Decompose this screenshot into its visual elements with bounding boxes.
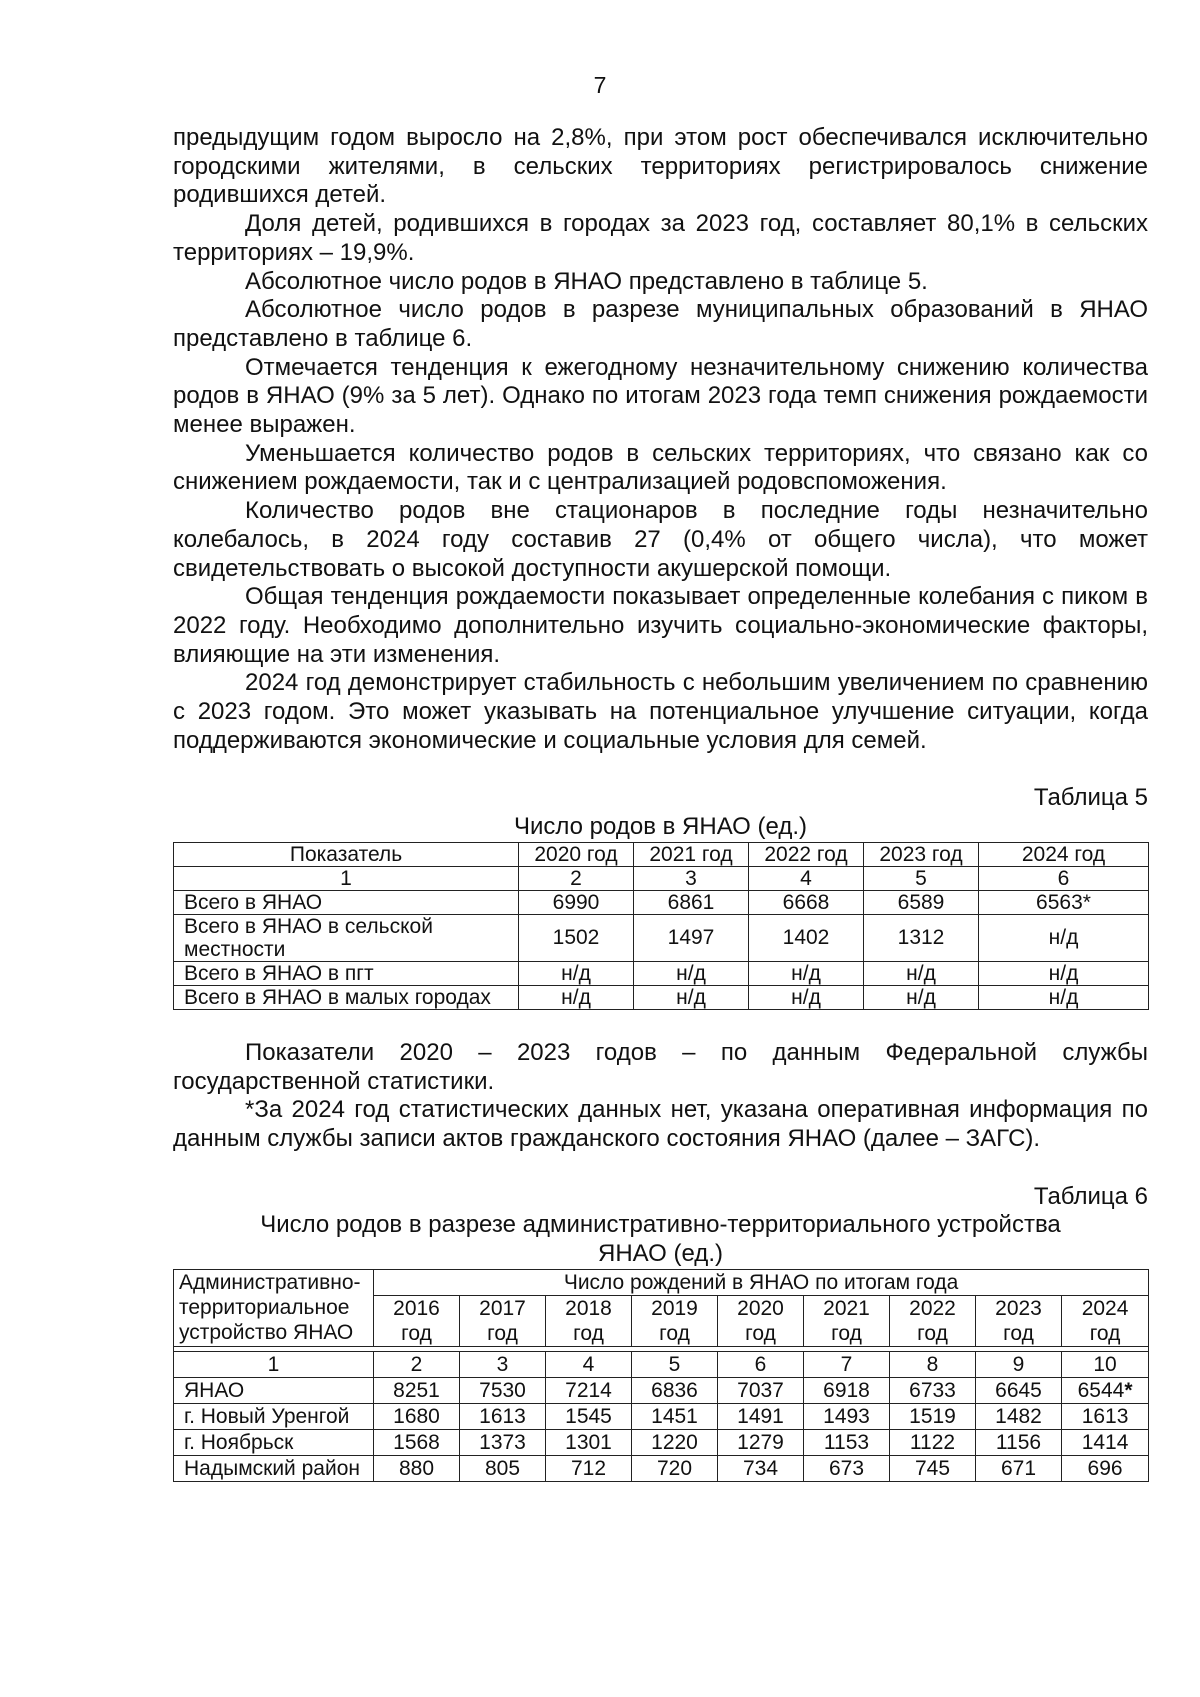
table6-year-cell: 2023 год	[976, 1295, 1062, 1346]
table5	[173, 842, 1149, 1010]
row-label: Всего в ЯНАО в малых городах	[174, 985, 519, 1009]
note-paragraph: *За 2024 год статистических данных нет, указана оперативная информация по данным службы записи актов гражданского состояния ЯНАО (далее – ЗАГС).	[173, 1096, 1148, 1152]
table6-number-cell: 8	[890, 1351, 976, 1377]
table-row	[174, 1429, 1149, 1455]
table-cell: 673	[804, 1455, 890, 1481]
table-cell: 1373	[460, 1429, 546, 1455]
row-label: Надымский район	[174, 1455, 374, 1481]
table-cell: н/д	[519, 961, 634, 985]
table-row	[174, 1377, 1149, 1403]
table-cell: 1493	[804, 1403, 890, 1429]
paragraph: Абсолютное число родов в разрезе муниципальных образований в ЯНАО представлено в таблице 6.	[173, 296, 1148, 352]
table6-year-cell: 2022 год	[890, 1295, 976, 1346]
table6-number-cell: 4	[546, 1351, 632, 1377]
table-cell: н/д	[519, 985, 634, 1009]
table-cell: 6733	[890, 1377, 976, 1403]
table6-number-cell: 2	[374, 1351, 460, 1377]
table6-year-cell: 2024 год	[1062, 1295, 1149, 1346]
table5-number-cell: 2	[519, 866, 634, 890]
table-cell: 1502	[519, 914, 634, 961]
table5-header-row	[174, 842, 1149, 866]
table-cell: 1545	[546, 1403, 632, 1429]
table-cell: 7214	[546, 1377, 632, 1403]
table-cell: 1220	[632, 1429, 718, 1455]
table5-number-cell: 1	[174, 866, 519, 890]
row-label: Всего в ЯНАО в сельской местности	[174, 914, 519, 961]
paragraph: Абсолютное число родов в ЯНАО представлено в таблице 5.	[245, 267, 928, 295]
table-cell: н/д	[979, 985, 1149, 1009]
table-cell: 1519	[890, 1403, 976, 1429]
table6-year-cell: 2019 год	[632, 1295, 718, 1346]
table-cell: 1497	[634, 914, 749, 961]
table-cell: н/д	[864, 961, 979, 985]
table-cell: 6589	[864, 890, 979, 914]
table6-label: Таблица 6	[1033, 1182, 1148, 1210]
paragraph: Уменьшается количество родов в сельских территориях, что связано как со снижением рождаемости, так и с централизацией родовспоможения.	[173, 439, 1148, 496]
table6-title-line2: ЯНАО (ед.)	[598, 1240, 723, 1268]
table-cell: 1613	[460, 1403, 546, 1429]
table6-year-cell: 2016 год	[374, 1295, 460, 1346]
table6	[173, 1269, 1149, 1482]
table-cell: 7530	[460, 1377, 546, 1403]
table-cell: 1301	[546, 1429, 632, 1455]
table-cell: 1414	[1062, 1429, 1149, 1455]
table-row	[174, 914, 1149, 961]
table-cell: 6836	[632, 1377, 718, 1403]
table-cell: 745	[890, 1455, 976, 1481]
table-cell: 8251	[374, 1377, 460, 1403]
table-cell: 712	[546, 1455, 632, 1481]
table5-number-row	[174, 866, 1149, 890]
table-cell: н/д	[864, 985, 979, 1009]
table6-number-cell: 3	[460, 1351, 546, 1377]
table5-header-cell: 2024 год	[979, 842, 1149, 866]
table-cell: 671	[976, 1455, 1062, 1481]
paragraph: предыдущим годом выросло на 2,8%, при этом рост обеспечивался исключительно городскими жителями, в сельских территориях регистрировалось снижение родившихся детей.	[173, 124, 1148, 209]
table5-number-cell: 4	[749, 866, 864, 890]
table6-title-line1: Число родов в разрезе административно-территориального устройства	[260, 1211, 1061, 1239]
table-row	[174, 961, 1149, 985]
table-cell: 1680	[374, 1403, 460, 1429]
paragraph: Количество родов вне стационаров в последние годы незначительно колебалось, в 2024 году составив 27 (0,4% от общего числа), что может свидетельствовать о высокой доступности акушерской помощи.	[173, 497, 1148, 582]
table-cell: н/д	[634, 985, 749, 1009]
table5-header-cell: 2021 год	[634, 842, 749, 866]
table6-number-cell: 9	[976, 1351, 1062, 1377]
paragraph: Отмечается тенденция к ежегодному незначительному снижению количества родов в ЯНАО (9% за 5 лет). Однако по итогам 2023 года темп снижения рождаемости менее выражен.	[173, 353, 1148, 439]
table-cell: н/д	[634, 961, 749, 985]
table-cell: н/д	[979, 961, 1149, 985]
table-cell	[1062, 1377, 1149, 1403]
table-cell: 6990	[519, 890, 634, 914]
table-cell: 696	[1062, 1455, 1149, 1481]
cell-value: 6544	[1077, 1378, 1125, 1402]
table-cell: 1491	[718, 1403, 804, 1429]
table5-header-cell: 2020 год	[519, 842, 634, 866]
table-cell: 1482	[976, 1403, 1062, 1429]
table6-number-row	[174, 1351, 1149, 1377]
row-label: г. Новый Уренгой	[174, 1403, 374, 1429]
note-paragraph: Показатели 2020 – 2023 годов – по данным Федеральной службы государственной статистики.	[173, 1038, 1148, 1095]
row-label: г. Ноябрьск	[174, 1429, 374, 1455]
row-label: Всего в ЯНАО	[174, 890, 519, 914]
intro-text	[173, 124, 1148, 755]
table5-header-cell: 2022 год	[749, 842, 864, 866]
table6-year-cell: 2021 год	[804, 1295, 890, 1346]
table6-number-cell: 7	[804, 1351, 890, 1377]
table6-group-header: Число рождений в ЯНАО по итогам года	[374, 1269, 1149, 1295]
table-cell: 1402	[749, 914, 864, 961]
table5-number-cell: 5	[864, 866, 979, 890]
table5-number-cell: 3	[634, 866, 749, 890]
footnote-mark: *	[1124, 1378, 1133, 1402]
table-cell: 1312	[864, 914, 979, 961]
page-content	[173, 124, 1148, 1482]
table-cell: 6918	[804, 1377, 890, 1403]
table-cell: 1122	[890, 1429, 976, 1455]
table-cell: 1153	[804, 1429, 890, 1455]
table-cell: 880	[374, 1455, 460, 1481]
table-cell: 734	[718, 1455, 804, 1481]
table5-header-cell: 2023 год	[864, 842, 979, 866]
table6-year-cell: 2020 год	[718, 1295, 804, 1346]
table6-row-header: Административно-территориальное устройство ЯНАО	[174, 1269, 374, 1346]
table-cell: 1613	[1062, 1403, 1149, 1429]
table-cell: 805	[460, 1455, 546, 1481]
table6-number-cell: 5	[632, 1351, 718, 1377]
table-cell: н/д	[749, 961, 864, 985]
row-label: ЯНАО	[174, 1377, 374, 1403]
table-row	[174, 1455, 1149, 1481]
paragraph: Общая тенденция рождаемости показывает определенные колебания с пиком в 2022 году. Необходимо дополнительно изучить социально-экономические факторы, влияющие на эти изменения.	[173, 583, 1148, 668]
table-cell: 7037	[718, 1377, 804, 1403]
table6-year-cell: 2018 год	[546, 1295, 632, 1346]
table6-number-cell: 1	[174, 1351, 374, 1377]
table-cell: 6861	[634, 890, 749, 914]
paragraph: Доля детей, родившихся в городах за 2023 год, составляет 80,1% в сельских территориях – 19,9%.	[173, 210, 1148, 266]
table5-header-cell: Показатель	[174, 842, 519, 866]
table-cell: 1156	[976, 1429, 1062, 1455]
table5-number-cell: 6	[979, 866, 1149, 890]
table6-number-cell: 10	[1062, 1351, 1149, 1377]
paragraph: 2024 год демонстрирует стабильность с небольшим увеличением по сравнению с 2023 годом. Это может указывать на потенциальное улучшение ситуации, когда поддерживаются экономические и социальные условия для семей.	[173, 669, 1148, 754]
row-label: Всего в ЯНАО в пгт	[174, 961, 519, 985]
table-row	[174, 890, 1149, 914]
table-cell: 6668	[749, 890, 864, 914]
table-cell: н/д	[979, 914, 1149, 961]
table-cell: 1568	[374, 1429, 460, 1455]
table-cell: 1451	[632, 1403, 718, 1429]
table-cell: 6645	[976, 1377, 1062, 1403]
table-cell: 6563*	[979, 890, 1149, 914]
table-cell: н/д	[749, 985, 864, 1009]
table5-title: Число родов в ЯНАО (ед.)	[513, 813, 807, 841]
table6-header-row	[174, 1269, 1149, 1295]
notes-text	[173, 1039, 1148, 1154]
table-cell: 1279	[718, 1429, 804, 1455]
page-number: 7	[593, 72, 607, 98]
table6-number-cell: 6	[718, 1351, 804, 1377]
table-row	[174, 985, 1149, 1009]
table-row	[174, 1403, 1149, 1429]
table6-year-cell: 2017 год	[460, 1295, 546, 1346]
table5-label: Таблица 5	[1033, 784, 1148, 812]
table-cell: 720	[632, 1455, 718, 1481]
